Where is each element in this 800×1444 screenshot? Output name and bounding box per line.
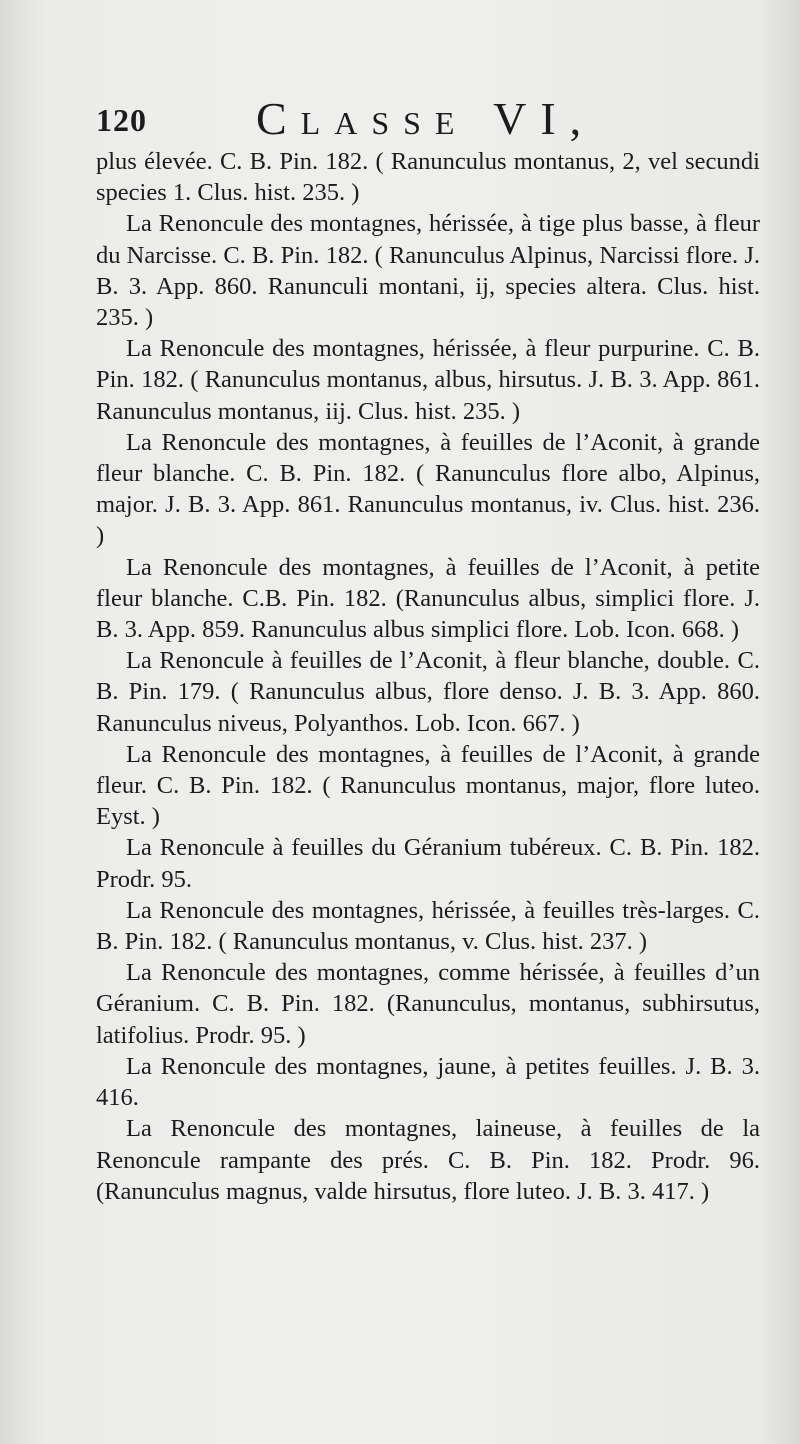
entry-paragraph: La Renoncule des montagnes, hérissée, à tige plus basse, à fleur du Narcisse. C. B. Pin. 182. ( Ranunculus Alpinus, Narcissi flore. J. B. 3. App. 860. Ranunculi montani, ij, species altera. Clus. hist. 235. ) xyxy=(96,210,760,332)
entry-continuation: plus élevée. C. B. Pin. 182. ( Ranunculus montanus, 2, vel secundi species 1. Clus. hist. 235. ) xyxy=(96,148,760,207)
entry-paragraph: La Renoncule des montagnes, comme hérissée, à feuilles d’un Géranium. C. B. Pin. 182. (Ranunculus, montanus, subhirsutus, latifolius. Prodr. 95. ) xyxy=(96,959,760,1049)
entry-paragraph: La Renoncule des montagnes, à feuilles de l’Aconit, à grande fleur blanche. C. B. Pin. 182. ( Ranunculus flore albo, Alpinus, major. J. B. 3. App. 861. Ranunculus montanus, iv. Clus. hist. 236. ) xyxy=(96,428,760,550)
body-text xyxy=(96,146,760,1207)
page-number: 120 xyxy=(96,102,147,138)
entry-paragraph: La Renoncule des montagnes, laineuse, à feuilles de la Renoncule rampante des prés. C. B. Pin. 182. Prodr. 96. (Ranunculus magnus, valde hirsutus, flore luteo. J. B. 3. 417. ) xyxy=(96,1115,760,1205)
running-head: Classe VI, xyxy=(256,93,596,144)
page-header xyxy=(96,92,756,144)
entry-paragraph: La Renoncule à feuilles du Géranium tubéreux. C. B. Pin. 182. Prodr. 95. xyxy=(96,834,760,893)
entry-paragraph: La Renoncule des montagnes, à feuilles de l’Aconit, à grande fleur. C. B. Pin. 182. ( Ranunculus montanus, major, flore luteo. Eyst. ) xyxy=(96,740,760,831)
entry-paragraph: La Renoncule des montagnes, à feuilles de l’Aconit, à petite fleur blanche. C.B. Pin. 182. (Ranunculus albus, simplici flore. J. B. 3. App. 859. Ranunculus albus simplici flore. Lob. Icon. 668. ) xyxy=(96,553,760,644)
entry-paragraph: La Renoncule des montagnes, hérissée, à feuilles très-larges. C. B. Pin. 182. ( Ranunculus montanus, v. Clus. hist. 237. ) xyxy=(96,896,760,956)
entry-paragraph: La Renoncule des montagnes, hérissée, à fleur purpurine. C. B. Pin. 182. ( Ranunculus montanus, albus, hirsutus. J. B. 3. App. 861. Ranunculus montanus, iij. Clus. hist. 235. ) xyxy=(96,335,760,425)
entry-paragraph: La Renoncule des montagnes, jaune, à petites feuilles. J. B. 3. 416. xyxy=(96,1052,760,1112)
entry-paragraph: La Renoncule à feuilles de l’Aconit, à fleur blanche, double. C. B. Pin. 179. ( Ranunculus albus, flore denso. J. B. 3. App. 860. Ranunculus niveus, Polyanthos. Lob. Icon. 667. ) xyxy=(96,647,760,737)
